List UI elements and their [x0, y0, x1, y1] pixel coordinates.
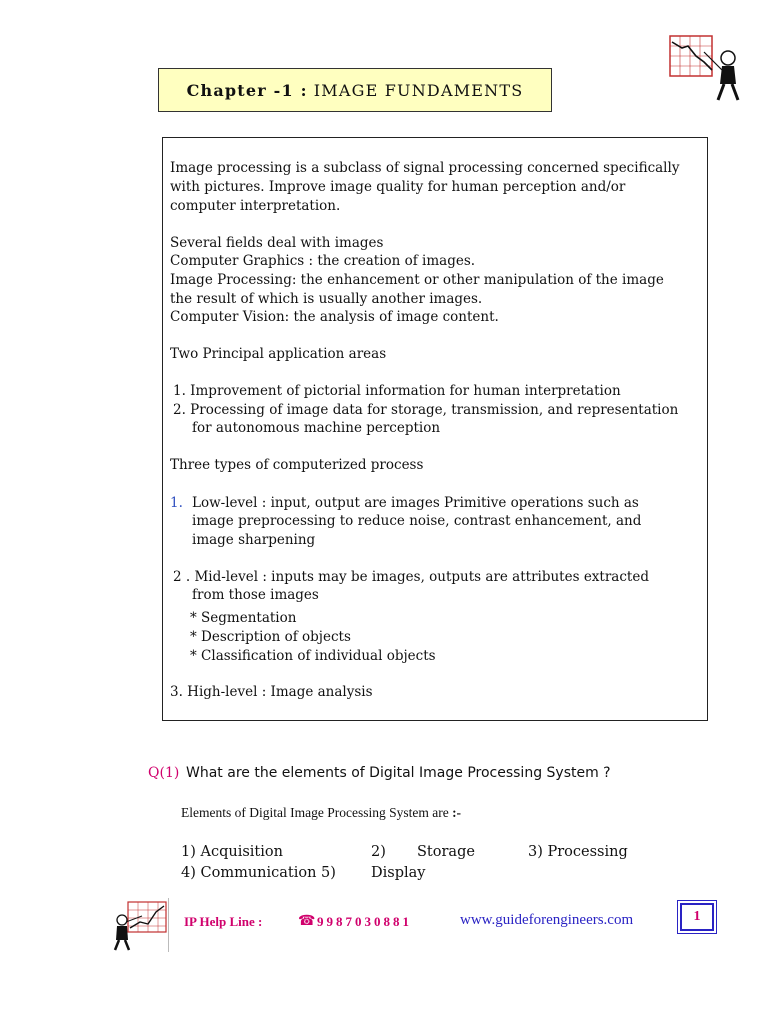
elements-intro-text: Elements of Digital Image Processing System are [181, 805, 449, 820]
engineer-with-chart-icon [668, 32, 748, 104]
footer-divider [168, 898, 169, 952]
list-item: 3. High-level : Image analysis [170, 684, 373, 700]
list-item: Low-level : input, output are images Primitive operations such as [192, 495, 639, 511]
telephone-icon: ☎ [298, 913, 316, 929]
element-item: 2) [371, 844, 386, 860]
list-item: 2. Processing of image data for storage, transmission, and representation [173, 402, 679, 418]
list-item-continuation: image sharpening [192, 532, 316, 548]
chapter-title-box [158, 68, 552, 112]
list-item: 2 . Mid-level : inputs may be images, outputs are attributes extracted [173, 569, 649, 585]
list-item-continuation: for autonomous machine perception [192, 420, 441, 436]
paragraph-line: the result of which is usually another images. [170, 291, 483, 307]
bullet-item: * Classification of individual objects [190, 648, 436, 664]
website-link[interactable]: www.guideforengineers.com [460, 912, 634, 928]
list-item: 1. Improvement of pictorial information for human interpretation [173, 383, 621, 399]
page-number: 1 [680, 903, 714, 931]
elements-intro-suffix: :- [452, 805, 462, 820]
bullet-item: * Description of objects [190, 629, 351, 645]
elements-intro [181, 805, 461, 821]
paragraph-line: with pictures. Improve image quality for human perception and/or [170, 179, 626, 195]
paragraph-line: Image Processing: the enhancement or other manipulation of the image [170, 272, 664, 288]
paragraph-line: Computer Graphics : the creation of images. [170, 253, 476, 269]
element-item: Storage [417, 844, 475, 860]
paragraph-line: Computer Vision: the analysis of image content. [170, 309, 499, 325]
element-item: Display [371, 865, 426, 881]
chapter-label: Chapter -1 : [186, 80, 308, 100]
list-item-continuation: from those images [192, 587, 319, 603]
paragraph-line: computer interpretation. [170, 198, 341, 214]
section-heading: Three types of computerized process [170, 457, 424, 473]
list-item-continuation: image preprocessing to reduce noise, contrast enhancement, and [192, 513, 642, 529]
chapter-title: IMAGE FUNDAMENTS [313, 80, 524, 100]
paragraph-line: Several fields deal with images [170, 235, 384, 251]
phone-number: 9987030881 [317, 914, 412, 929]
list-number: 1. [170, 495, 183, 511]
helpline-label: IP Help Line : [184, 914, 263, 929]
paragraph-line: Image processing is a subclass of signal processing concerned specifically [170, 160, 680, 176]
element-item: 4) Communication 5) [181, 865, 336, 881]
question-text: What are the elements of Digital Image Processing System ? [186, 765, 611, 781]
section-heading: Two Principal application areas [170, 346, 387, 362]
element-item: 1) Acquisition [181, 844, 283, 860]
bullet-item: * Segmentation [190, 610, 297, 626]
element-item: 3) Processing [528, 844, 628, 860]
engineer-with-chart-icon [112, 900, 168, 952]
question-label: Q(1) [148, 765, 180, 781]
